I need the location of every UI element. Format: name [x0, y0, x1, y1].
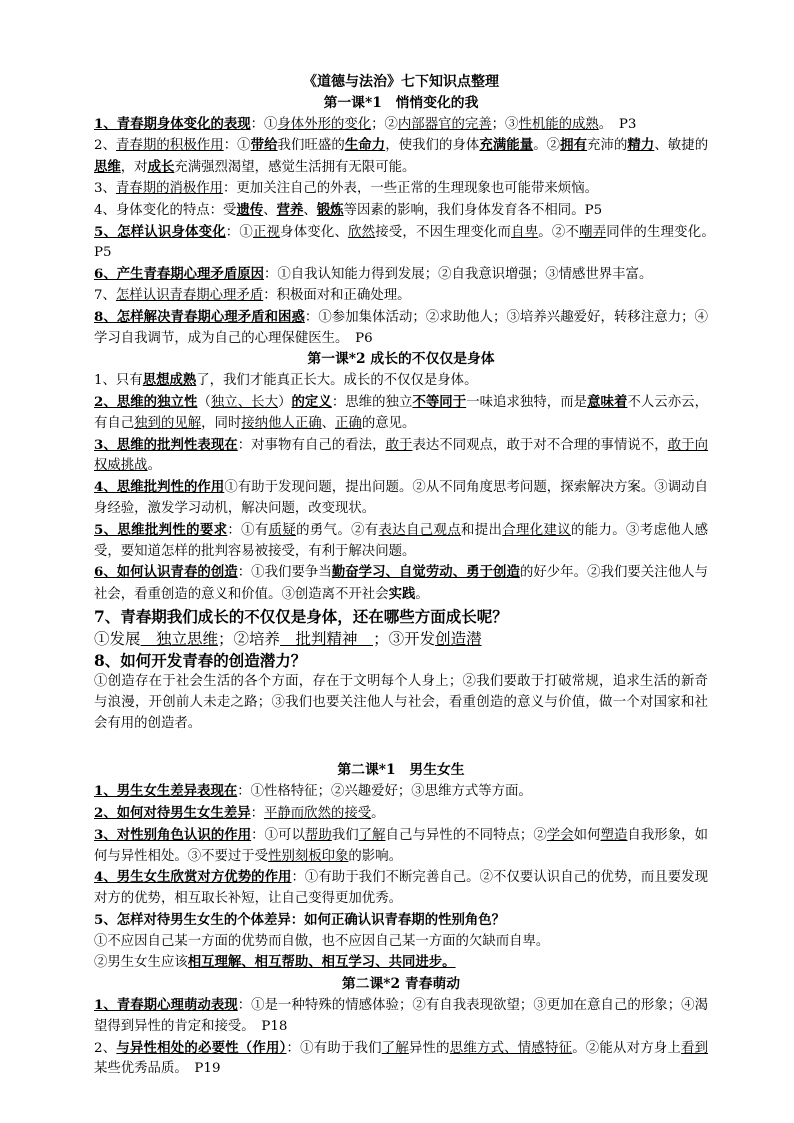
text-run: 的影响。 [348, 848, 402, 864]
text-run: ：① [223, 138, 251, 154]
text-run: 自己与异性的不同特点；② [385, 827, 547, 843]
text-run: （ [197, 394, 211, 410]
text-run: 充满能量 [479, 137, 534, 154]
text-run: ） [278, 394, 292, 410]
text-run: 我们旺盛的 [277, 138, 345, 154]
text-run: 生命力 [344, 137, 386, 154]
text-run: 思维方式、情感特征 [449, 1040, 573, 1056]
text-run: 、 [303, 202, 317, 218]
text-run: 嘲弄 [579, 224, 607, 240]
text-run: 1、男生女生差异表现在 [94, 783, 238, 800]
knowledge-point [94, 952, 708, 974]
text-run: 4、男生女生欣赏对方优势的作用 [94, 869, 292, 886]
text-run: 8、怎样解决青春期心理矛盾和困惑 [94, 308, 305, 325]
text-run: 营养 [276, 201, 304, 218]
text-run: 的定义 [291, 393, 332, 410]
text-run: 2、 [94, 138, 117, 154]
text-run: ：①有助于我们 [286, 1040, 382, 1056]
text-run: 6、如何认识青春的创造 [94, 564, 238, 581]
text-run: 。 [147, 458, 161, 474]
text-run: ①有助于发现问题，提出问题。②从不同角度思考问题，探索解决方案。③调动自身经验，激发学习动机，解决问题，改变现状。 [94, 480, 709, 516]
text-run: 1、青春期心理萌动表现 [94, 997, 238, 1014]
text-run: 的能力。③考虑他人感受，要知道怎样的批判容易被接受，有利于解决问题。 [94, 522, 709, 559]
text-run: 怎样认识青春期心理矛盾 [115, 287, 264, 303]
knowledge-point [94, 562, 708, 606]
text-run: 的意见。 [361, 415, 416, 431]
text-run: ：更加关注自己的外表，一些正常的生理现象也可能带来烦恼。 [223, 180, 598, 196]
text-run: 身体外形的变化 [277, 116, 372, 132]
text-run: 实践 [388, 586, 416, 603]
text-run: 1、青春期身体变化的表现 [94, 115, 251, 132]
text-run: 敢于向权威挑战 [94, 437, 709, 474]
text-run: ；③开发 [373, 629, 436, 648]
text-run: ；③ [491, 116, 519, 132]
text-run: 3、思维的批判性表现在 [94, 436, 238, 453]
knowledge-point [94, 114, 708, 136]
lesson-heading: 第一课*1 悄悄变化的我 [323, 94, 479, 111]
text-run: 看到 [681, 1040, 709, 1056]
knowledge-point [94, 910, 708, 932]
text-run: 相互理解、相互帮助、相互学习、共同进步。 [187, 954, 456, 971]
knowledge-point [94, 286, 708, 307]
text-run: 塑造 [600, 827, 628, 843]
text-run: 了，我们才能真正长大。成长的不仅仅是身体。 [196, 373, 478, 389]
text-run: ：①可以 [251, 827, 305, 843]
text-run: 勤奋学习、自觉劳动、勇于创造 [331, 564, 520, 581]
text-run: 某些优秀品质。 P19 [94, 1061, 221, 1077]
text-run: 遗传 [236, 201, 264, 218]
text-run: 的好少年。②我们要关注他人与社会，看重创造的意义和价值。③创造离不开社会 [94, 565, 709, 603]
text-run: ：①有助于我们不断完善自己。②不仅要认识自己的优势，而且要发现对方的优势，相互取长补短，让自己变得更加优秀。 [94, 870, 708, 907]
text-run: 。② [533, 138, 561, 154]
text-run: 了解 [358, 827, 386, 843]
text-run: 、敏捷的 [654, 138, 709, 154]
text-run: 青春期的积极作用 [116, 138, 224, 154]
text-run: 不人云亦云，有自己 [94, 394, 709, 431]
text-run: 5、怎样对待男生女生的个体差异：如何正确认识青春期的性别角色？ [94, 911, 506, 928]
text-run: 意味着 [587, 393, 628, 410]
text-run: ：① [250, 116, 278, 132]
text-run: 平静而欣然的接受 [264, 805, 372, 821]
question-7: 7、青春期我们成长的不仅仅是身体，还在哪些方面成长呢？ [94, 606, 508, 626]
text-run: ：①自我认知能力得到发展；②自我意识增强；③情感世界丰富。 [264, 267, 653, 283]
lessons-part-1 [94, 93, 722, 606]
lessons-part-2 [94, 760, 708, 1080]
text-run: 异性的 [408, 1040, 450, 1056]
text-run: ：①参加集体活动；②求助他人；③培养兴趣爱好，转移注意力；④学习自我调节，成为自己的心理保健医生。 P6 [94, 309, 708, 346]
document-title: 《道德与法治》七下知识点整理 [303, 74, 499, 90]
text-run: ：对事物有自己的看法， [237, 437, 386, 453]
text-run: ：思维的独立 [331, 394, 413, 410]
text-run: 表达自己观点 [378, 522, 462, 538]
text-run: ，使我们的身体 [385, 138, 480, 154]
text-run: 表达不同观点，敢于对不合理的事情说不， [412, 437, 668, 453]
text-run: ：①我们要争当 [237, 565, 332, 581]
text-run: 带给 [250, 137, 278, 154]
question-7-answer [94, 628, 708, 650]
text-run: 了解 [381, 1040, 409, 1056]
text-run: 创造潜 [435, 629, 482, 648]
text-run: 性机能的成熟 [518, 116, 599, 132]
text-run: 思维 [94, 159, 121, 176]
knowledge-point [94, 867, 708, 910]
text-run: 2、 [94, 1040, 117, 1056]
text-run: 。②不 [538, 224, 580, 240]
text-run: 独立思维 [140, 629, 219, 648]
text-run: 青春期的消极作用 [115, 180, 224, 196]
knowledge-point [94, 995, 708, 1038]
text-run: 思想成熟 [142, 372, 197, 389]
text-run: 2、如何对待男生女生差异 [94, 804, 251, 821]
text-run: 独到的见解 [134, 415, 202, 431]
text-run: 3、对性别角色认识的作用 [94, 826, 252, 843]
text-run: 5、怎样认识身体变化 [94, 223, 226, 240]
text-run: ： [250, 805, 265, 821]
document-page [94, 72, 722, 1080]
text-run: 批判精神 [280, 629, 374, 648]
text-run: 6、产生青春期心理矛盾原因 [94, 266, 265, 283]
text-run: 我们 [331, 827, 359, 843]
text-run: 质疑 [268, 522, 297, 538]
text-run: 充沛的 [587, 138, 628, 154]
text-run: 不等同于 [412, 393, 467, 410]
text-run: 充满强烈渴望，感觉生活拥有无限可能。 [174, 160, 416, 176]
text-run: ①不应因自己某一方面的优势而自傲，也不应因自己某一方面的欠缺而自卑。 [94, 933, 550, 949]
knowledge-point [94, 222, 722, 265]
text-run: 同伴的生理变化。 P5 [94, 224, 722, 261]
knowledge-point [94, 307, 708, 350]
text-run: 锻炼 [316, 201, 344, 218]
question-8-answer: ①创造存在于社会生活的各个方面，存在于文明每个人身上；②我们要敢于打破常规，追求生活的新奇与浪漫，开创前人未走之路；③我们也要关注他人与社会，看重创造的意义与价值，做一个对国家和社会有用的创造者。 [94, 673, 708, 731]
text-run: ：①有 [227, 522, 269, 538]
knowledge-point [94, 803, 708, 825]
text-run: 。②能从对方身上 [572, 1040, 682, 1056]
knowledge-point [94, 781, 708, 803]
text-run: 帮助 [304, 827, 332, 843]
text-run: ②男生女生应该 [94, 955, 188, 971]
knowledge-point [94, 392, 708, 435]
knowledge-point [94, 932, 708, 953]
lesson-heading: 第二课*2 青春萌动 [341, 976, 461, 993]
knowledge-point [94, 179, 708, 200]
text-run: 正视 [252, 224, 281, 240]
text-run: 敢于 [385, 437, 413, 453]
text-run: ①发展 [94, 629, 141, 648]
lesson-heading: 第一课*2 成长的不仅仅是身体 [307, 351, 495, 368]
text-run: 7、 [94, 287, 116, 303]
knowledge-point [94, 200, 708, 222]
text-run: 成长 [147, 159, 175, 176]
text-run: 2、思维的独立性 [94, 393, 198, 410]
text-run: 精力 [627, 137, 655, 154]
text-run: 等因素的影响，我们身体发育各不相同。P5 [343, 202, 603, 218]
text-run: 5、思维批判性的要求 [94, 521, 228, 538]
text-run: 1、只有 [94, 373, 143, 389]
text-run: ：① [225, 224, 253, 240]
text-run: 4、身体变化的特点：受 [94, 202, 237, 218]
text-run: 。 [415, 587, 429, 603]
knowledge-point [94, 264, 708, 286]
text-run: 身体变化、 [280, 224, 349, 240]
text-run: ；②培养 [218, 629, 281, 648]
text-run: 接纳他人正确 [241, 415, 322, 431]
text-run: 性别刻板印象 [268, 848, 349, 864]
text-run: ：①是一种特殊的情感体验；②有自我表现欲望；③更加在意自己的形象；④渴望得到异性的肯定和接受。 P18 [94, 998, 709, 1034]
text-run: 的勇气。②有 [296, 522, 379, 538]
text-run: 学会 [546, 827, 574, 843]
text-run: 接受，不因生理变化而 [375, 224, 512, 240]
text-run: 和提出 [461, 522, 503, 538]
text-run: 独立、长大 [210, 394, 279, 410]
text-run: 内部器官的完善 [397, 116, 492, 132]
text-run: 自我形象，如何与异性相处。③不要过于受 [94, 827, 708, 864]
text-run: 、 [321, 415, 336, 431]
text-run: 。 P3 [598, 116, 637, 132]
knowledge-point [94, 435, 708, 478]
text-run: ，同时 [201, 415, 242, 431]
text-run: 如何 [573, 827, 601, 843]
text-run: 3、 [94, 180, 116, 196]
text-run: ，对 [120, 160, 148, 176]
section-gap [94, 734, 708, 760]
text-run: 拥有 [560, 137, 588, 154]
text-run: 与异性相处的必要性（作用） [116, 1039, 287, 1056]
text-run: ：积极面对和正确处理。 [263, 287, 411, 303]
text-run: 、 [263, 202, 277, 218]
knowledge-point [94, 825, 708, 868]
knowledge-point [94, 520, 708, 563]
text-run: 自卑 [511, 224, 539, 240]
knowledge-point [94, 477, 708, 520]
text-run: 4、思维批判性的作用 [94, 479, 225, 496]
text-run: 一味追求独特，而是 [466, 394, 588, 410]
text-run: ：①性格特征；②兴趣爱好；③思维方式等方面。 [237, 784, 532, 800]
knowledge-point [94, 370, 708, 392]
text-run: 欣然 [348, 224, 376, 240]
text-run: 。 [371, 805, 385, 821]
text-run: ；② [371, 116, 398, 132]
text-run: 正确 [335, 415, 362, 431]
text-run: 合理化建议 [502, 522, 571, 538]
lesson-heading: 第二课*1 男生女生 [337, 762, 465, 779]
question-8: 8、如何开发青春的创造潜力？ [94, 650, 307, 670]
knowledge-point [94, 135, 708, 179]
knowledge-point [94, 1038, 708, 1081]
